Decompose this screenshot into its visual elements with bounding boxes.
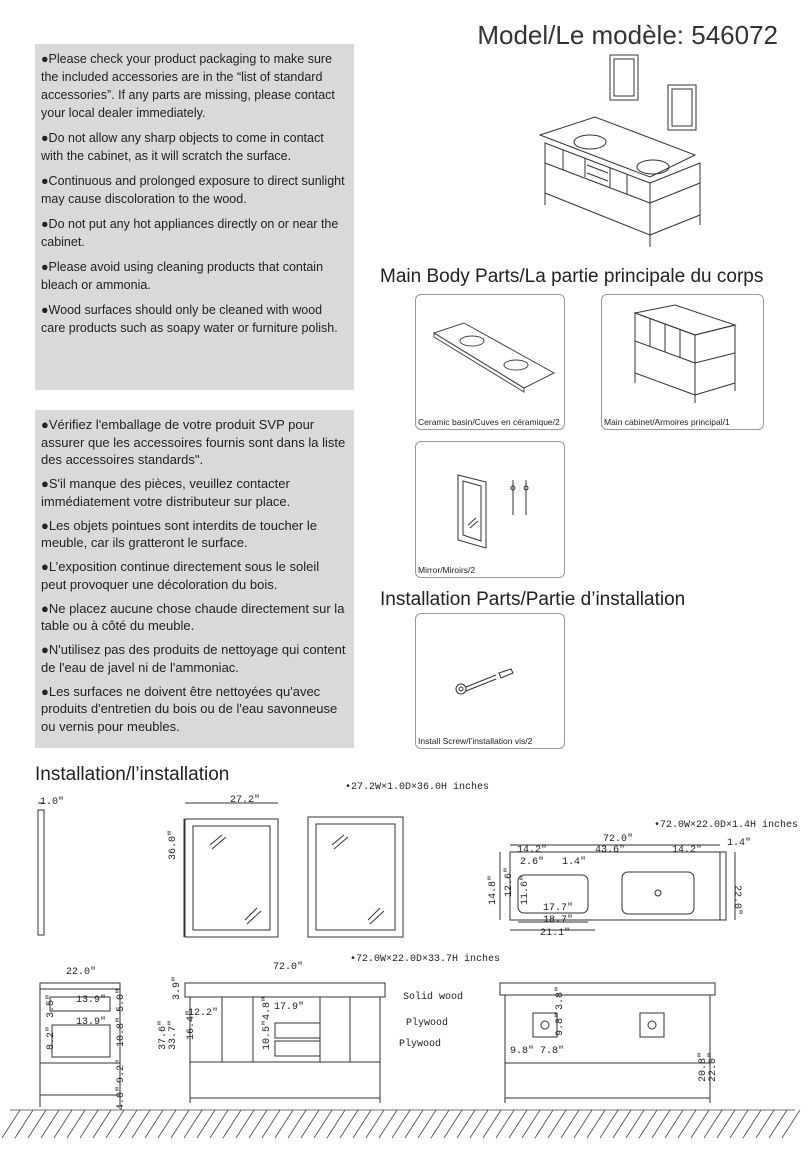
dim-back-20-8: 20.8" <box>698 1051 709 1082</box>
spec-cabinet: •72.0W×22.0D×33.7H inches <box>350 954 501 965</box>
dim-front-17-9: 17.9" <box>274 1002 305 1013</box>
note-en-6: ●Wood surfaces should only be cleaned with wood care products such as soapy water or furniture polish. <box>41 303 338 335</box>
dim-top-21-1: 21.1" <box>540 928 571 939</box>
dim-top-1-4b: 1.4" <box>562 857 587 868</box>
dim-back-22-0: 22.0" <box>708 1051 719 1082</box>
dim-front-10-5: 10.5" <box>262 1019 273 1050</box>
note-fr-6: ●N'utilisez pas des produits de nettoyage qui content de l'eau de javel ni de l'ammoniac. <box>41 642 346 675</box>
cabinet-image <box>630 303 740 405</box>
dim-front-37-6: 37.6" <box>158 1019 169 1050</box>
part-card-cabinet <box>601 294 764 430</box>
dim-side-8-2: 8.2" <box>46 1025 57 1050</box>
note-fr-4: ●L’exposition continue directement sous le soleil peut provoquer une décoloration du bois. <box>41 559 320 592</box>
floor-hatch <box>10 1110 795 1140</box>
dim-back-9-8a: 9.8" <box>555 1011 566 1036</box>
notes-french <box>35 410 354 748</box>
spec-mirror: •27.2W×1.0D×36.0H inches <box>345 782 490 793</box>
part-label-cabinet: Main cabinet/Armoires principal/1 <box>604 417 730 427</box>
dim-back-3-8: 3.8" <box>555 985 566 1010</box>
dim-front-33-7: 33.7" <box>168 1019 179 1050</box>
label-plywood-1: Plywood <box>406 1018 449 1029</box>
label-plywood-2: Plywood <box>399 1039 442 1050</box>
notes-english <box>35 44 354 390</box>
mirror-front-drawing <box>160 795 420 945</box>
dim-side-3-5: 3.5" <box>46 993 57 1018</box>
dim-side-9-2: 9.2" <box>116 1058 127 1083</box>
note-en-4: ●Do not put any hot appliances directly on or near the cabinet. <box>41 217 339 249</box>
screw-image <box>451 669 531 704</box>
note-fr-3: ●Les objets pointues sont interdits de toucher le meuble, car ils gratteront le surface. <box>41 517 317 550</box>
dim-top-17-7: 17.7" <box>543 903 574 914</box>
page-title: Model/Le modèle: 546072 <box>477 20 778 50</box>
installation-heading: Installation/l’installation <box>35 764 230 785</box>
dim-side-10-8: 10.8" <box>116 1016 127 1047</box>
mirror-side-drawing <box>30 795 60 940</box>
dim-top-14-2b: 14.2" <box>672 845 703 856</box>
dim-mirror-width: 27.2" <box>230 795 261 806</box>
dim-top-11-6: 11.6" <box>520 874 531 905</box>
dim-top-14-8: 14.8" <box>488 874 499 905</box>
back-view-drawing <box>495 978 720 1108</box>
note-fr-1: ●Vérifiez l'emballage de votre produit SVP pour assurer que les accessoires fournis sont dans la liste des accessoires standards". <box>41 417 346 467</box>
dim-top-1-4: 1.4" <box>727 838 752 849</box>
note-fr-5: ●Ne placez aucune chose chaude directement sur la table ou à côté du meuble. <box>41 600 345 633</box>
dim-top-18-7: 18.7" <box>543 915 574 926</box>
dim-mirror-height: 36.0" <box>168 829 179 860</box>
main-parts-heading: Main Body Parts/La partie principale du corps <box>380 266 764 287</box>
label-solid-wood: Solid wood <box>403 992 464 1003</box>
dim-side-4-0: 4.0" <box>116 1085 127 1110</box>
note-en-1: ●Please check your product packaging to make sure the included accessories are in the “list of standard accessories”. If any parts are missing, please contact your local dealer immediately. <box>41 52 335 120</box>
dim-side-5-0: 5.0" <box>116 987 127 1012</box>
part-label-basin: Ceramic basin/Cuves en céramique/2 <box>418 417 560 427</box>
front-view-drawing <box>180 975 390 1110</box>
install-parts-heading: Installation Parts/Partie d’installation <box>380 589 686 610</box>
part-card-mirror <box>415 441 565 578</box>
dim-back-9-8b: 9.8" <box>510 1046 535 1057</box>
note-en-5: ●Please avoid using cleaning products that contain bleach or ammonia. <box>41 260 324 292</box>
note-fr-7: ●Les surfaces ne doivent être nettoyées qu'avec produits d'entretien du bois ou de l'eau savonneuse ou vernis pour meubles. <box>41 683 338 734</box>
part-label-screw: Install Screw/l’installation vis/2 <box>418 736 533 746</box>
vanity-illustration <box>535 55 710 255</box>
dim-front-3-9: 3.9" <box>172 975 183 1000</box>
dim-front-12-2: 12.2" <box>188 1008 219 1019</box>
part-label-mirror: Mirror/Miroirs/2 <box>418 565 476 575</box>
spec-top: •72.0W×22.0D×1.4H inches <box>654 820 799 831</box>
note-fr-2: ●S'il manque des pièces, veuillez contacter immédiatement votre distributeur sur place. <box>41 476 291 509</box>
mirror-image <box>456 470 536 550</box>
note-en-2: ●Do not allow any sharp objects to come in contact with the cabinet, as it will scratch the surface. <box>41 131 324 163</box>
dim-side-22-0: 22.0" <box>66 967 97 978</box>
dim-top-14-2a: 14.2" <box>517 845 548 856</box>
dim-side-13-9b: 13.9" <box>76 1017 107 1028</box>
note-en-3: ●Continuous and prolonged exposure to direct sunlight may cause discoloration to the wood. <box>41 174 345 206</box>
dim-top-12-6: 12.6" <box>504 866 515 897</box>
dim-top-43-6: 43.6" <box>595 845 626 856</box>
dim-front-72-0: 72.0" <box>273 962 304 973</box>
dim-top-width: 72.0" <box>603 834 634 845</box>
dim-mirror-depth: 1.0" <box>40 797 65 808</box>
basin-image <box>424 313 559 398</box>
dim-side-13-9a: 13.9" <box>76 995 107 1006</box>
dim-top-2-6: 2.6" <box>520 857 545 868</box>
dim-front-16-4: 16.4" <box>186 1009 197 1040</box>
dim-back-7-8: 7.8" <box>540 1046 565 1057</box>
part-card-basin <box>415 294 565 430</box>
dim-front-4-8: 4.8" <box>262 995 273 1020</box>
part-card-screw <box>415 613 565 749</box>
dim-top-22-0: 22.0" <box>731 885 742 916</box>
